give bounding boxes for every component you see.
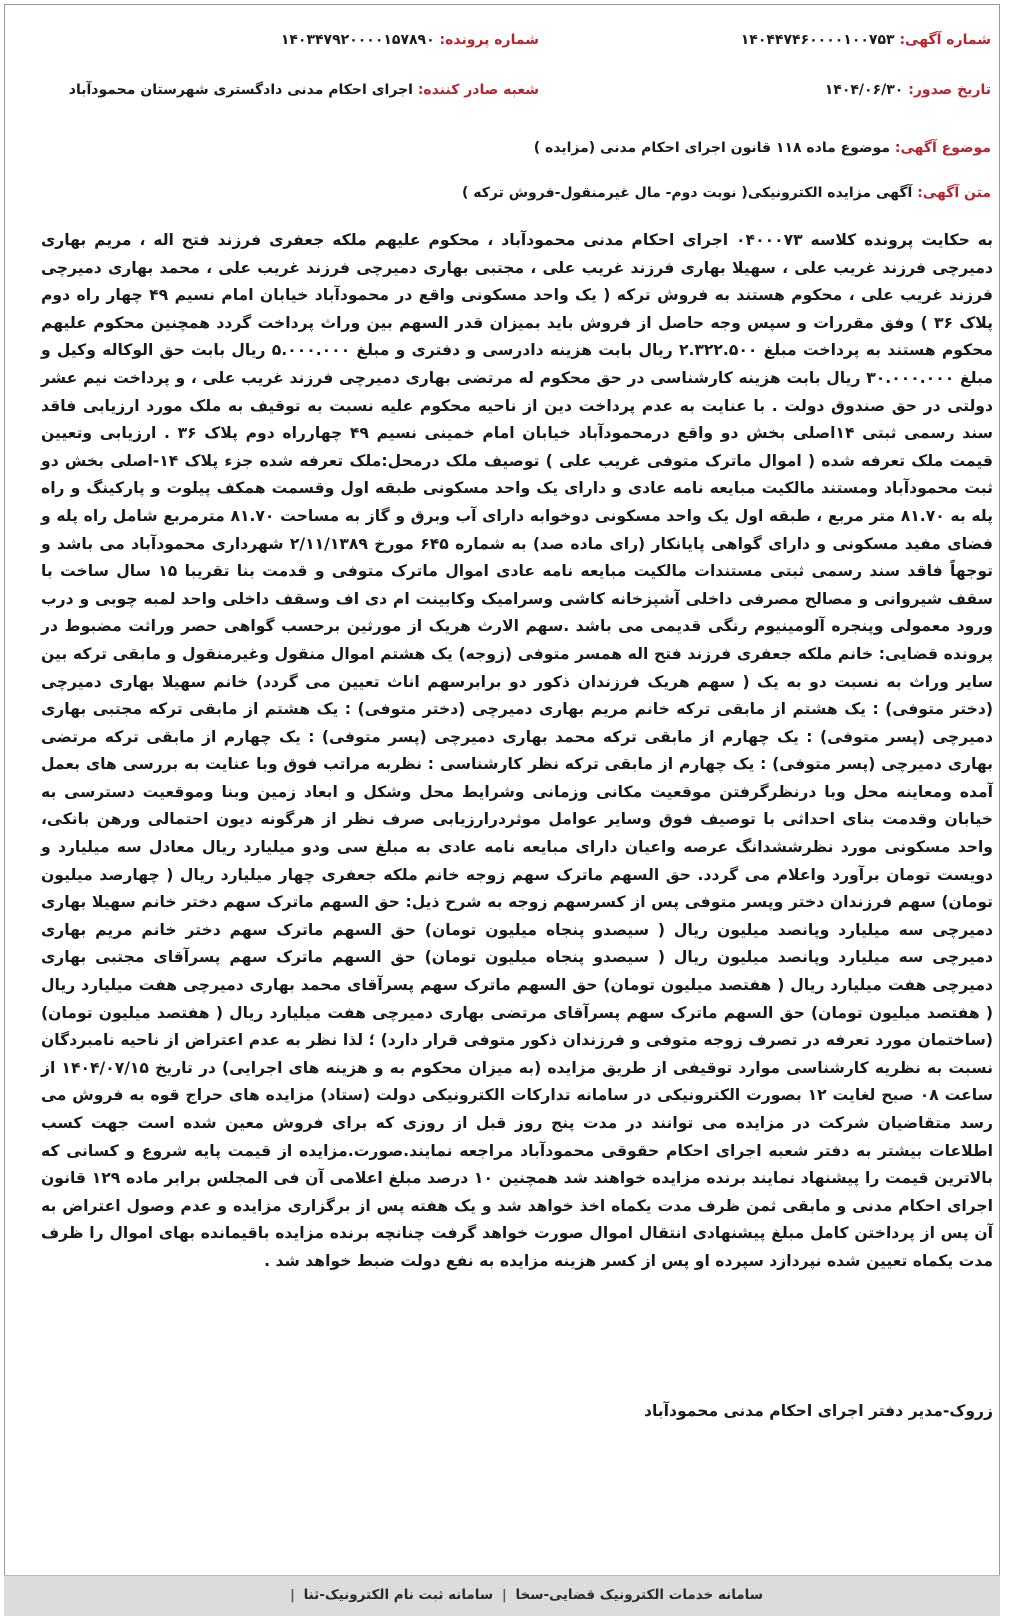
header-row-subject [5, 140, 999, 170]
issuing-branch-label: شعبه صادر کننده: [417, 82, 539, 98]
signature: زروک-مدیر دفتر اجرای احکام مدنی محمودآباد [643, 1402, 993, 1420]
footer-links [286, 1587, 763, 1603]
issuing-branch-value: اجرای احکام مدنی دادگستری شهرستان محمودآباد [68, 82, 413, 98]
issue-date-value: ۱۴۰۴/۰۶/۳۰ [824, 82, 904, 98]
header-row-issue [5, 82, 999, 112]
issuing-branch [69, 82, 539, 98]
case-number-value: ۱۴۰۳۴۷۹۲۰۰۰۰۱۵۷۸۹۰ [280, 32, 435, 48]
notice-page [4, 4, 1000, 1612]
subject-label: موضوع آگهی: [894, 140, 991, 156]
header-row-numbers [5, 32, 999, 62]
issue-date-label: تاریخ صدور: [908, 82, 991, 98]
case-number-label: شماره پرونده: [439, 32, 539, 48]
subject [534, 140, 991, 156]
ad-number [741, 32, 991, 48]
case-number [281, 32, 539, 48]
ad-number-label: شماره آگهی: [899, 32, 991, 48]
header-row-text-title [5, 185, 999, 215]
footer-link-sana[interactable]: سامانه ثبت نام الکترونیک-ثنا [303, 1587, 494, 1603]
footer-link-sakha[interactable]: سامانه خدمات الکترونیک قضایی-سخا [515, 1587, 763, 1603]
subject-value: موضوع ماده ۱۱۸ قانون اجرای احکام مدنی (مزایده ) [533, 140, 890, 156]
footer-separator-end: | [289, 1587, 295, 1603]
notice-body: به حکایت پرونده کلاسه ۰۴۰۰۰۷۳ اجرای احکام مدنی محمودآباد ، محکوم علیهم ملکه جعفری فرزند فتح اله ، مریم بهاری دمیرچی فرزند غریب علی ، سهیلا بهاری فرزند غریب علی ، مجتبی بهاری دمیرچی فرزند غریب علی ، محمد بهاری دمیرچی فرزند غریب علی ، محکوم هستند به فروش ترکه ( یک واحد مسکونی واقع در محمودآباد خیابان امام نسیم ۴۹ چهار راه دوم پلاک ۳۶ ) وفق مقررات و سپس وجه حاصل از فروش باید بمیزان قدر السهم بین وراث پرداخت گردد همچنین محکوم علیهم محکوم هستند به پرداخت مبلغ ۲.۳۲۲.۵۰۰ ریال بابت هزینه دادرسی و دفتری و مبلغ ۵.۰۰۰.۰۰۰ ریال بابت حق الوکاله وکیل و مبلغ ۳۰.۰۰۰.۰۰۰ ریال بابت هزینه کارشناسی در حق محکوم له مرتضی بهاری دمیرچی فرزند غریب علی ، و پرداخت نیم عشر دولتی در حق صندوق دولت . با عنایت به عدم پرداخت دین از ناحیه محکوم علیه نسبت به توقیف به ملک مورد ارزیابی فاقد سند رسمی ثبتی ۱۴اصلی بخش دو واقع درمحمودآباد خیابان امام خمینی نسیم ۴۹ چهارراه دوم پلاک ۳۶ . ارزیابی وتعیین قیمت ملک تعرفه شده ( اموال ماترک متوفی غریب علی ) توصیف ملک درمحل:ملک تعرفه شده جزء پلاک ۱۴-اصلی بخش دو ثبت محمودآباد ومستند مالکیت مبایعه نامه عادی و دارای یک واحد مسکونی طبقه اول وقسمت همکف پیلوت و پارکینگ و راه پله به ۸۱.۷۰ متر مربع ، طبقه اول یک واحد مسکونی دوخوابه دارای آب وبرق و گاز به مساحت ۸۱.۷۰ مترمربع شامل راه پله و فضای مفید مسکونی و دارای گواهی پایانکار (رای ماده صد) به شماره ۶۴۵ مورخ ۲/۱۱/۱۳۸۹ شهرداری محمودآباد می باشد و توجهاً فاقد سند رسمی ثبتی مستندات مالکیت مبایعه نامه عادی اموال ماترک متوفی و قدمت بنا تقریبا ۱۵ سال ساخت با سقف شیروانی و مصالح مصرفی داخلی آشپزخانه کاشی وسرامیک وکابینت ام دی اف وسقف داخلی واحد لمبه چوبی و درب ورود معمولی وپنجره آلومینیوم رنگی قدیمی می باشد .سهم الارث هریک از مورثین برحسب گواهی حصر وراثت مضبوط در پرونده قضایی: خانم ملکه جعفری فرزند فتح اله همسر متوفی (زوجه) یک هشتم اموال منقول وغیرمنقول و مابقی ترکه بین سایر وراث به نسبت دو به یک ( سهم هریک فرزندان ذکور دو برابرسهم اناث تعیین می گردد) خانم سهیلا بهاری دمیرچی (دختر متوفی) : یک هشتم از مابقی ترکه خانم مریم بهاری دمیرچی (دختر متوفی) : یک هشتم از مابقی ترکه مجتبی بهاری دمیرچی (پسر متوفی) : یک چهارم از مابقی ترکه محمد بهاری دمیرچی (پسر متوفی) : یک چهارم از مابقی ترکه مرتضی بهاری دمیرچی (پسر متوفی) : یک چهارم از مابقی ترکه نظر کارشناسی : نظربه مراتب فوق وبا عنایت به بررسی های بعمل آمده ومعاینه محل وبا درنظرگرفتن موقعیت مکانی وزمانی وشرایط محل وشکل و ابعاد زمین وبنا وموقعیت دسترسی به خیابان وقدمت بنای احداثی با توصیف فوق وسایر عوامل موثردرارزیابی صرف نظر از هرگونه دیون احتمالی ورهن بانکی، واحد مسکونی مورد نظرششدانگ عرصه واعیان دارای مبایعه نامه عادی به مبلغ سی ودو میلیارد ریال معادل سه میلیارد و دویست تومان برآورد واعلام می گردد. حق السهم ماترک سهم زوجه خانم ملکه جعفری چهار میلیارد ریال ( چهارصد میلیون تومان) سهم فرزندان دختر وپسر متوفی پس از کسرسهم زوجه به شرح ذیل: حق السهم ماترک سهم دختر خانم سهیلا بهاری دمیرچی سه میلیارد وپانصد میلیون ریال ( سیصدو پنجاه میلیون تومان) حق السهم ماترک سهم دختر خانم مریم بهاری دمیرچی سه میلیارد وپانصد میلیون ریال ( سیصدو پنجاه میلیون تومان) حق السهم ماترک سهم پسرآقای مجتبی بهاری دمیرچی هفت میلیارد ریال ( هفتصد میلیون تومان) حق السهم ماترک سهم پسرآقای محمد بهاری دمیرچی هفت میلیارد ریال ( هفتصد میلیون تومان) حق السهم ماترک سهم پسرآقای مرتضی بهاری دمیرچی هفت میلیارد ریال ( هفتصد میلیون تومان) (ساختمان مورد تعرفه در تصرف زوجه متوفی و فرزندان ذکور متوفی قرار دارد) ؛ لذا نظر به عدم اعتراض از ناحیه نامبردگان نسبت به نظریه کارشناسی موارد توقیفی از طریق مزایده (به میزان محکوم به و هزینه های اجرایی) در تاریخ ۱۴۰۴/۰۷/۱۵ از ساعت ۰۸ صبح لغایت ۱۲ بصورت الکترونیکی در سامانه تدارکات الکترونیکی دولت (ستاد) مزایده های حراج قوه به فروش می رسد متقاضیان شرکت در مزایده می توانند در مدت پنج روز قبل از روزی که برای فروش معین شده است جهت کسب اطلاعات بیشتر به دفتر شعبه اجرای احکام حقوقی محمودآباد مراجعه نمایند.صورت.مزایده از قیمت پایه شروع و کسانی که بالاترین قیمت را پیشنهاد نمایند برنده مزایده خواهند شد همچنین ۱۰ درصد مبلغ اعلامی آن فی المجلس برابر ماده ۱۲۹ قانون اجرای احکام مدنی و مابقی ثمن ظرف مدت یکماه اخذ خواهد شد و یک هفته پس از برگزاری مزایده و عدم وصول اعتراض به آن پس از پرداختن کامل مبلغ پیشنهادی انتقال اموال صورت خواهد گرفت چنانچه برنده مزایده باقیمانده بهای اموال را ظرف مدت یکماه تعیین شده نپردازد سپرده او پس از کسر هزینه مزایده به نفع دولت ضبط خواهد شد . [41, 231, 994, 1270]
text-label: متن آگهی: [917, 185, 991, 201]
footer-separator: | [501, 1587, 507, 1603]
text-title [462, 185, 991, 201]
footer-bar [4, 1575, 1000, 1616]
ad-number-value: ۱۴۰۴۴۷۴۶۰۰۰۰۱۰۰۷۵۳ [740, 32, 895, 48]
text-title-value: آگهی مزایده الکترونیکی( نوبت دوم- مال غیرمنقول-فروش ترکه ) [461, 185, 913, 201]
issue-date [825, 82, 991, 98]
